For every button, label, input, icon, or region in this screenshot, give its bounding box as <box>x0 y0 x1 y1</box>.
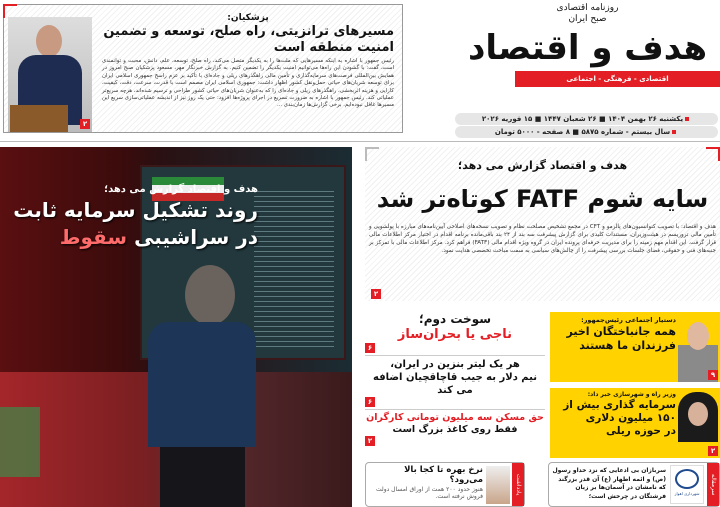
middle-column <box>365 312 545 450</box>
masthead-subtitle: روزنامه اقتصادی <box>556 3 619 13</box>
ahvaz-municipality-logo: شهرداری اهواز <box>670 465 704 504</box>
photo-story-text <box>8 183 258 251</box>
man-figure <box>185 265 235 325</box>
note-headline[interactable]: نرخ بهره تا کجا بالا می‌رود؟ <box>404 465 483 485</box>
middle-story-2[interactable] <box>365 358 545 410</box>
story-kicker: دستیار اجتماعی رئیس‌جمهور: <box>581 316 676 324</box>
top-story-kicker: پزشکیان: <box>227 13 269 23</box>
fatf-story[interactable] <box>365 147 720 301</box>
minister-photo <box>678 392 718 442</box>
author-photo <box>486 466 510 504</box>
story-headline[interactable]: هر یک لیتر بنزین در ایران، <box>390 359 520 370</box>
story-headline-2[interactable]: فقط روی کاغذ بزرگ است <box>392 424 518 435</box>
photo-story-kicker: هدف و اقتصاد گزارش می دهد؛ <box>104 184 258 195</box>
editorial-tag: سرمقاله <box>707 463 719 506</box>
fatf-body: هدف و اقتصاد: با تصویب کنوانسیون‌های پالرمو و CFT در مجمع تشخیص مصلحت نظام و تصویب نسخه‌های اصلاحی آیین‌نامه‌های مبارزه با پولشویی و تأمین مالی تروریسم در هیئت‌وزیران، مستندات کلیدی برای گزارش پیشرفت سه بند از ۲۴ بند باقی‌مانده برنامه اقدام در اختیار مرکز اطلاعات مالی قرار گرفت. این اقدام مهم زمینه را برای مدیریت حرفه‌ای پرونده ایران در گروه ویژه اقدام مالی (FATF) فراهم کرد. مرکز اطلاعات مالی با تمرکز بر جنبه‌های فنی و حقوقی، فضای جلسات بررسی پیشرفت را از چالش‌های سیاسی به سمت مباحث تخصصی هدایت نمود. <box>369 224 717 254</box>
page-number-badge[interactable]: ۹ <box>708 370 718 380</box>
top-story-headline[interactable]: مسیرهای ترانزیتی، راه صلح، توسعه و تضمین امنیت منطقه است <box>103 24 394 55</box>
note-box[interactable] <box>365 462 525 507</box>
masthead-tagline: اقتصادی - فرهنگی - اجتماعی <box>566 75 669 83</box>
middle-story-3[interactable] <box>365 412 545 448</box>
page-number-badge[interactable]: ۶ <box>365 343 375 353</box>
photo-story-headline-2[interactable]: در سراشیبی سقوط <box>59 225 258 249</box>
story-headline[interactable]: ناجی یا بحران‌ساز <box>397 327 513 342</box>
masthead <box>455 0 720 112</box>
president-photo <box>8 17 92 132</box>
issue-bar: سال بیستم - شماره ۵۸۷۵ ■ ۸ صفحه - ۵۰۰۰ تومان <box>455 126 718 138</box>
date-bar: یکشنبه ۲۶ بهمن ۱۴۰۴ ■ ۲۶ شعبان ۱۴۴۷ ■ ۱۵ فوریه ۲۰۲۶ <box>455 113 718 125</box>
photo-story-headline[interactable]: روند تشکیل سرمایه ثابت <box>13 198 258 222</box>
fatf-headline[interactable]: سایه شوم FATF کوتاه‌تر شد <box>376 185 709 213</box>
masthead-logo: هدف و اقتصاد <box>467 28 708 68</box>
editorial-body: سربازان بی ادعایی که نزد خداو رسول (ص) و ائمه اطهار (ع) آن قدر بزرگند که نامشان در آسمان‌ها بر زبان فرشتگان در چرخش است؛ <box>552 467 666 500</box>
top-story-box[interactable] <box>3 4 403 133</box>
note-tag: یادداشت <box>512 463 524 506</box>
masthead-tagline-bar <box>515 71 720 87</box>
editorial-box[interactable] <box>548 462 720 507</box>
top-story-body: رئیس جمهور با اشاره به اینکه مسیرهایی که ملت‌ها را به یکدیگر متصل می‌کند، راه صلح، توسعه، علم، دانش، محبت و توانمندی است، گفت: با گشودن این راه‌ها می‌توانیم امنیت یکدیگر را تضمین کنیم. به گزارش خبرنگار مهر، مسعود پزشکیان صبح امروز در همایش بین‌المللی فرصت‌های سرمایه‌گذاری و تأمین مالی راهگذرهای ریلی و جاده‌ای با تأکید بر عزم راسخ جمهوری اسلامی ایران برای توسعه شریان‌های حیاتی حمل‌ونقل کشور اظهار داشت: جمهوری اسلامی ایران مصمم است با قدرت، سرعت، دقت، کیفیت، کارایی و هزینه اثربخشی، راهگذرهای ریلی و جاده‌ای را که به‌عنوان شریان‌های حیاتی کشور طراحی و ترسیم شده‌اند، هرچه سریع‌تر عملیاتی کند. رئیس جمهور با اشاره به ضرورت تسریع در اجرای پروژه‌ها افزود: حتی یک روز نیز از اندیشه عملیاتی‌سازی سریع این مسیرها غافل نبوده‌ایم. برخی گزارش‌ها زمان‌بندی ... <box>102 58 394 109</box>
story-kicker: وزیر راه و شهرسازی خبر داد: <box>587 391 676 398</box>
yellow-story-2[interactable] <box>550 388 720 458</box>
middle-story-1[interactable] <box>365 312 545 356</box>
page-number-badge[interactable]: ۲ <box>365 436 375 446</box>
story-kicker: سوخت دوم؛ <box>418 312 492 326</box>
note-body: هنوز حدود ۲۰۰ همت از اوراق امسال دولت فروش نرفته است. <box>375 486 483 500</box>
story-headline[interactable]: حق مسکن سه میلیون تومانی کارگران <box>366 412 544 423</box>
story-headline[interactable]: همه جانباختگان اخیر فرزندان ما هستند <box>566 325 676 352</box>
divider <box>0 141 720 142</box>
story-headline-2[interactable]: نیم دلار به جیب قاچاقچیان اضافه می کند <box>373 372 537 396</box>
page-number-badge[interactable]: ۶ <box>365 397 375 407</box>
photo-story[interactable] <box>0 147 352 507</box>
fatf-kicker: هدف و اقتصاد گزارش می دهد؛ <box>457 159 628 172</box>
masthead-subtitle-2: صبح ایران <box>568 14 607 24</box>
page-number-badge[interactable]: ۲ <box>80 119 90 129</box>
page-number-badge[interactable]: ۲ <box>708 446 718 456</box>
page-number-badge[interactable]: ۲ <box>371 289 381 299</box>
story-headline[interactable]: سرمایه گذاری بیش از ۱۵۰ میلیون دلاری در حوزه ریلی <box>563 399 676 437</box>
yellow-story-1[interactable] <box>550 312 720 382</box>
